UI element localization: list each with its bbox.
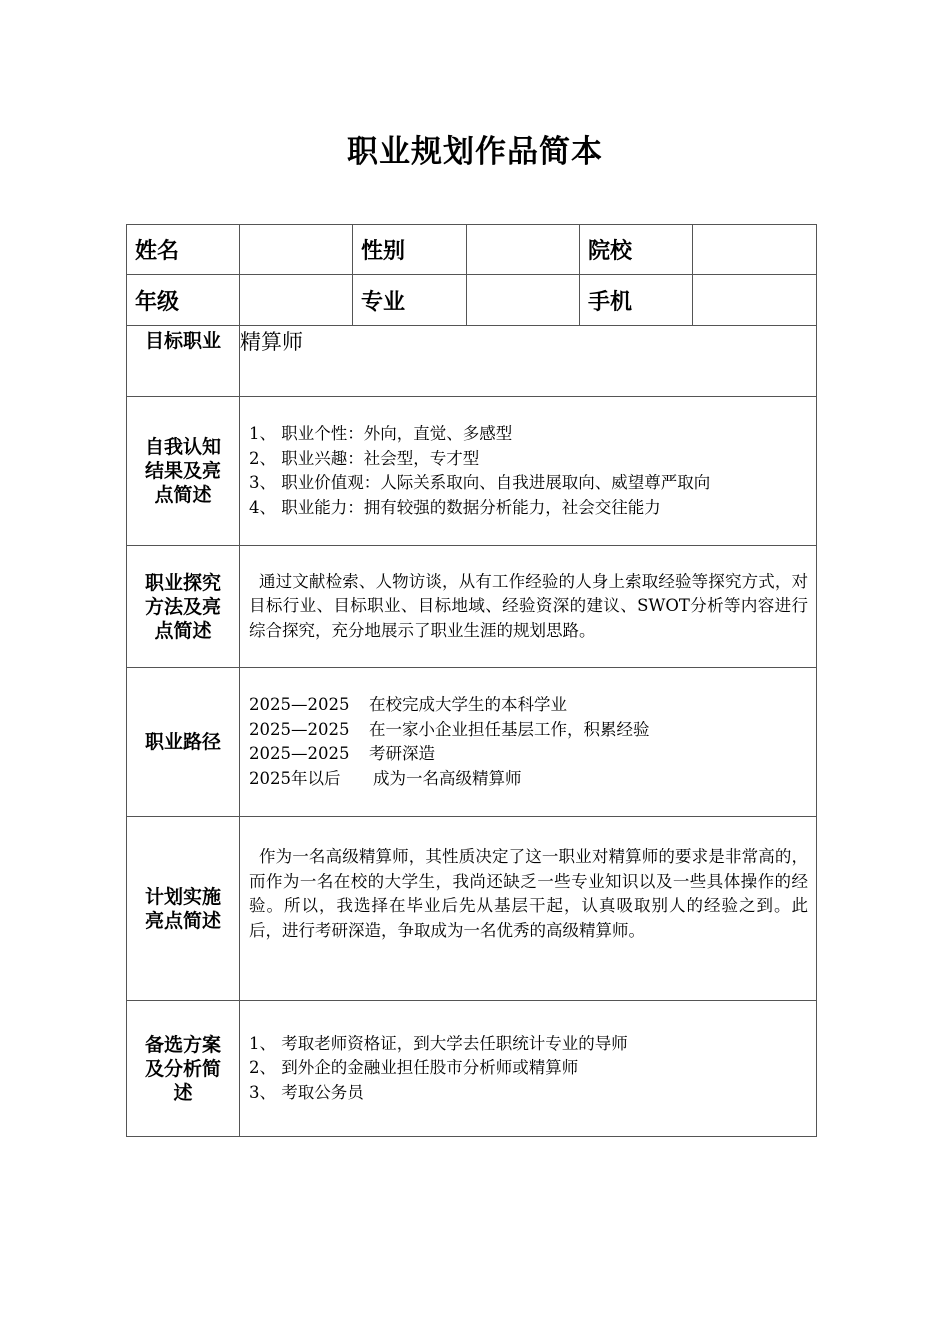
career-path-period: 2025—2025 bbox=[249, 695, 350, 714]
career-path-row bbox=[127, 668, 817, 817]
alternatives-item: 3、 考取公务员 bbox=[249, 1082, 364, 1102]
exploration-text: 通过文献检索、人物访谈，从有工作经验的人身上索取经验等探究方式，对目标行业、目标职业、目标地域、经验资深的建议、SWOT分析等内容进行综合探究，充分地展示了职业生涯的规划思路。 bbox=[249, 571, 808, 640]
exploration-content bbox=[240, 546, 817, 668]
self-awareness-item: 1、 职业个性：外向，直觉、多感型 bbox=[249, 424, 513, 443]
career-path-period: 2025—2025 bbox=[249, 719, 350, 739]
grade-label: 年级 bbox=[127, 275, 240, 326]
career-path-desc: 考研深造 bbox=[369, 744, 435, 763]
school-field[interactable] bbox=[693, 225, 817, 275]
phone-label: 手机 bbox=[580, 275, 693, 326]
alternatives-item: 1、 考取老师资格证，到大学去任职统计专业的导师 bbox=[249, 1033, 628, 1053]
header-row-1 bbox=[127, 225, 817, 275]
phone-field[interactable] bbox=[693, 275, 817, 326]
exploration-row bbox=[127, 546, 817, 668]
self-awareness-row bbox=[127, 397, 817, 546]
self-awareness-item: 4、 职业能力：拥有较强的数据分析能力，社会交往能力 bbox=[249, 497, 661, 517]
plan-content bbox=[240, 817, 817, 1001]
career-path-item bbox=[249, 718, 808, 743]
exploration-label: 职业探究方法及亮点简述 bbox=[127, 546, 240, 668]
page-title: 职业规划作品简本 bbox=[347, 134, 603, 170]
alternatives-content bbox=[240, 1001, 817, 1137]
self-awareness-content bbox=[240, 397, 817, 546]
header-row-2 bbox=[127, 275, 817, 326]
career-path-label: 职业路径 bbox=[127, 668, 240, 817]
alternatives-row bbox=[127, 1001, 817, 1137]
alternatives-label: 备选方案及分析简述 bbox=[127, 1001, 240, 1137]
gender-label: 性别 bbox=[353, 225, 467, 275]
name-label: 姓名 bbox=[127, 225, 240, 275]
career-plan-form bbox=[126, 224, 817, 1137]
plan-text: 作为一名高级精算师，其性质决定了这一职业对精算师的要求是非常高的，而作为一名在校的大学生，我尚还缺乏一些专业知识以及一些具体操作的经验。所以，我选择在毕业后先从基层干起，认真吸取别人的经验之到。此后，进行考研深造，争取成为一名优秀的高级精算师。 bbox=[249, 847, 808, 940]
career-path-item bbox=[249, 693, 808, 718]
career-path-content bbox=[240, 668, 817, 817]
career-path-item bbox=[249, 767, 808, 792]
self-awareness-label: 自我认知结果及亮点简述 bbox=[127, 397, 240, 546]
self-awareness-item: 2、 职业兴趣：社会型，专才型 bbox=[249, 448, 480, 468]
self-awareness-item: 3、 职业价值观：人际关系取向、自我进展取向、威望尊严取向 bbox=[249, 473, 711, 492]
alternatives-item: 2、 到外企的金融业担任股市分析师或精算师 bbox=[249, 1058, 579, 1078]
target-job-label: 目标职业 bbox=[127, 326, 240, 397]
major-label: 专业 bbox=[353, 275, 467, 326]
career-path-desc: 在校完成大学生的本科学业 bbox=[369, 695, 567, 714]
career-path-desc: 在一家小企业担任基层工作，积累经验 bbox=[369, 719, 650, 739]
plan-label: 计划实施亮点简述 bbox=[127, 817, 240, 1001]
major-field[interactable] bbox=[467, 275, 580, 326]
name-field[interactable] bbox=[240, 225, 353, 275]
school-label: 院校 bbox=[580, 225, 693, 275]
grade-field[interactable] bbox=[240, 275, 353, 326]
plan-row bbox=[127, 817, 817, 1001]
career-path-period: 2025—2025 bbox=[249, 744, 350, 763]
career-path-item bbox=[249, 742, 808, 767]
career-path-desc: 成为一名高级精算师 bbox=[373, 768, 522, 788]
gender-field[interactable] bbox=[467, 225, 580, 275]
target-job-row bbox=[127, 326, 817, 397]
career-path-period: 2025年以后 bbox=[249, 768, 341, 788]
target-job-value: 精算师 bbox=[240, 326, 817, 397]
